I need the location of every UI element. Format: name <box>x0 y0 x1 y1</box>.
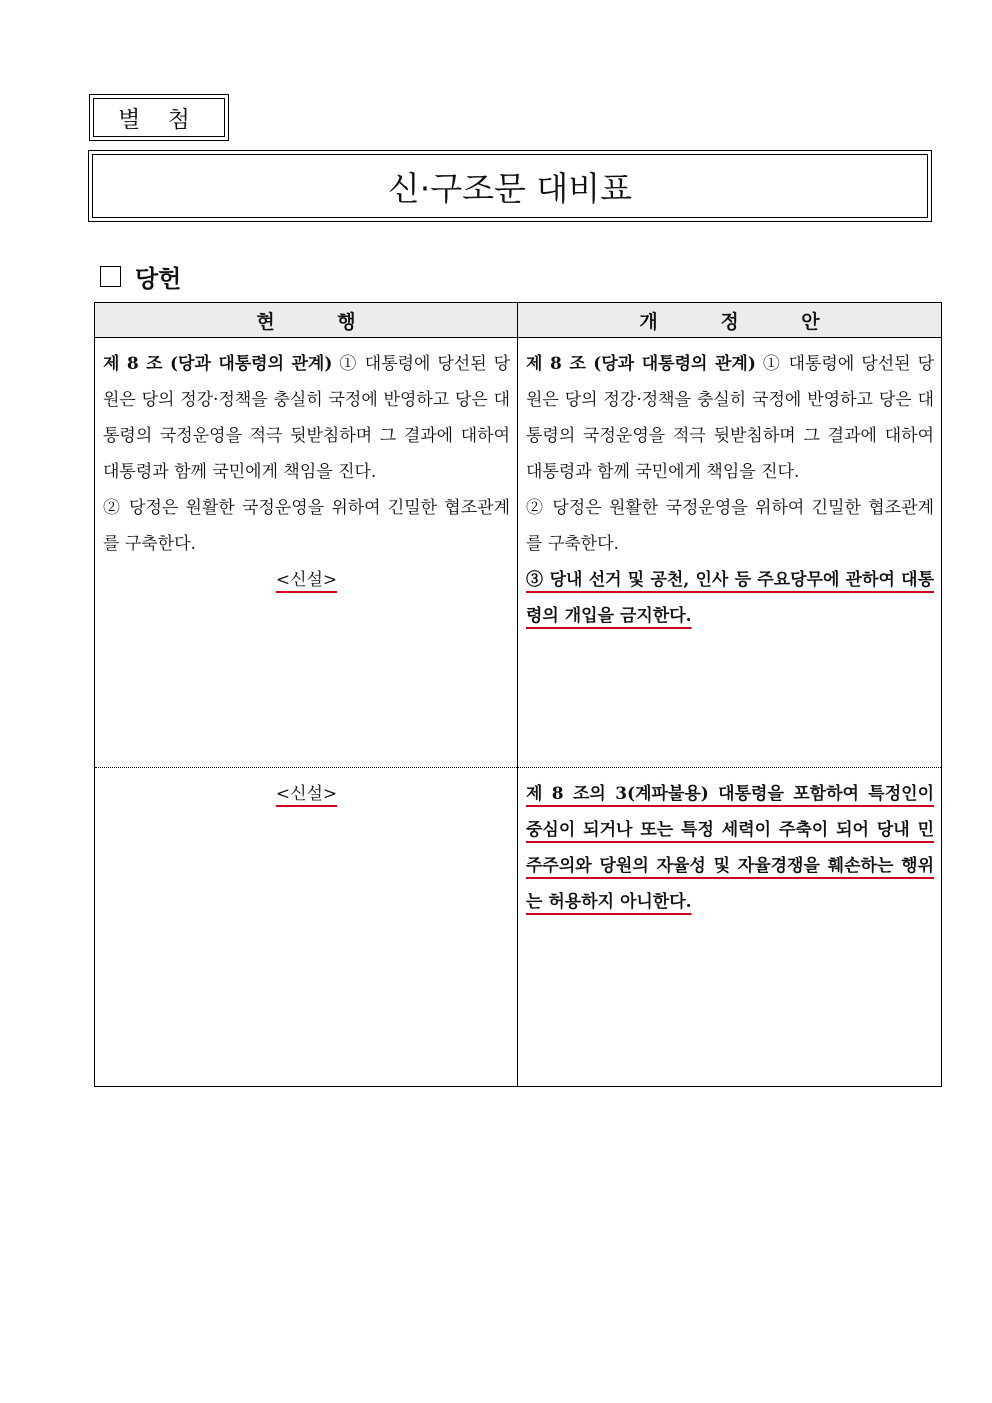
row1-current-para2: ② 당정은 원활한 국정운영을 위하여 긴밀한 협조관계를 구축한다. <box>103 498 510 554</box>
attachment-label: 별 첨 <box>93 98 225 137</box>
row1-revised-para3 <box>526 562 934 634</box>
row2-current-new-marker-line <box>103 776 510 812</box>
column-header-revised: 개 정 안 <box>518 303 942 338</box>
article-heading: 제 8 조 (당과 대통령의 관계) <box>103 354 333 374</box>
row1-current-cell <box>95 338 518 768</box>
article-heading: 제 8 조 (당과 대통령의 관계) <box>526 354 756 374</box>
row1-revised-para2: ② 당정은 원활한 국정운영을 위하여 긴밀한 협조관계를 구축한다. <box>526 498 934 554</box>
article-para: ① 대통령에 당선된 당원은 당의 정강·정책을 충실히 국정에 반영하고 당은 대통령의 국정운영을 적극 뒷받침하며 그 결과에 대하여 대통령과 함께 국민에게 책임을 진다. <box>526 354 934 482</box>
row1-revised-para1 <box>526 346 934 490</box>
row1-revised-cell <box>518 338 942 768</box>
new-article: 제 8 조의 3(계파불용) 대통령을 포함하여 특정인이 중심이 되거나 또는 특정 세력이 주축이 되어 당내 민주주의와 당원의 자율성 및 자율경쟁을 훼손하는 행위는 허용하지 아니한다. <box>526 784 934 912</box>
attachment-label-box <box>89 94 229 141</box>
new-marker: <신설> <box>275 784 338 804</box>
checkbox-icon <box>100 266 121 287</box>
comparison-table <box>94 302 942 1087</box>
section-heading <box>100 259 181 294</box>
column-header-current: 현 행 <box>95 303 518 338</box>
row2-current-cell <box>95 768 518 1087</box>
new-clause: ③ 당내 선거 및 공천, 인사 등 주요당무에 관하여 대통령의 개입을 금지한다. <box>526 570 934 626</box>
row2-revised-cell <box>518 768 942 1087</box>
article-para: ① 대통령에 당선된 당원은 당의 정강·정책을 충실히 국정에 반영하고 당은 대통령의 국정운영을 적극 뒷받침하며 그 결과에 대하여 대통령과 함께 국민에게 책임을 진다. <box>103 354 511 482</box>
new-marker: <신설> <box>275 570 338 590</box>
row1-current-new-marker-line <box>103 562 510 598</box>
page-title: 신·구조문 대비표 <box>92 154 928 218</box>
title-box <box>88 150 932 222</box>
section-heading-text: 당헌 <box>135 265 182 293</box>
row2-revised-para <box>526 776 934 920</box>
row1-current-para1 <box>103 346 510 490</box>
